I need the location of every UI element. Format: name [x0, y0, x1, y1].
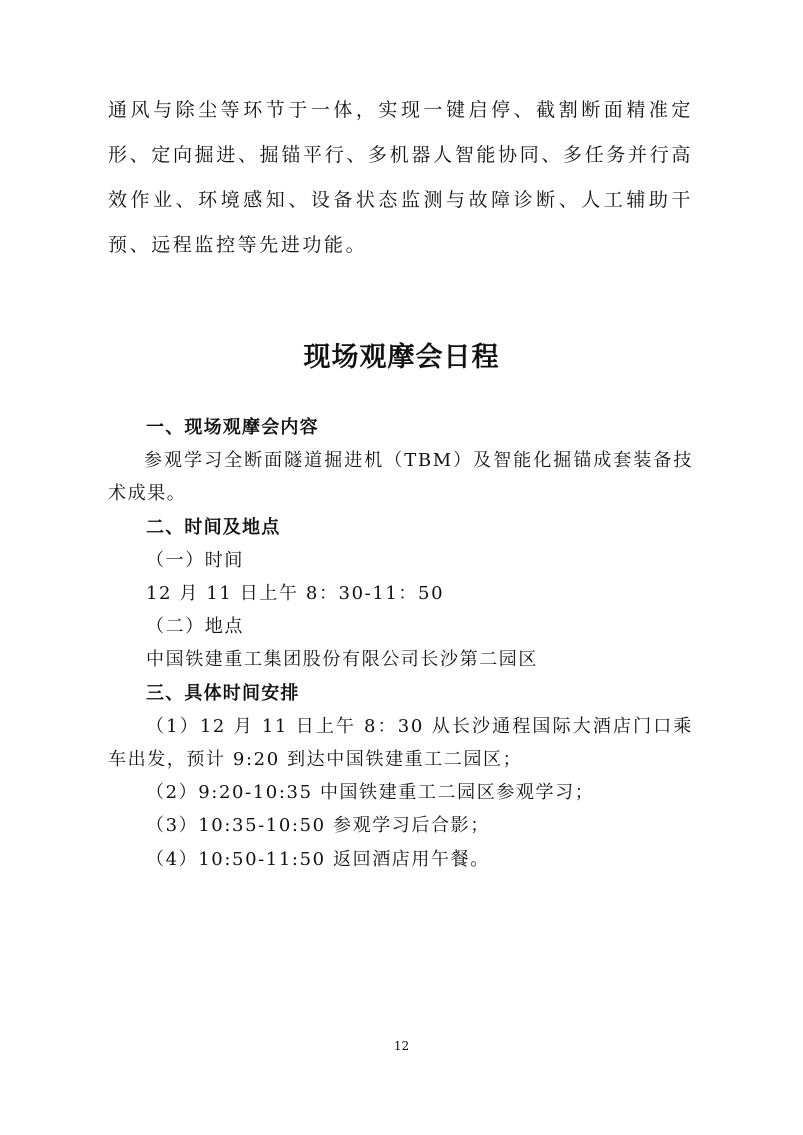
time-value: 12 月 11 日上午 8：30-11：50	[146, 583, 445, 605]
content-paragraph: 参观学习全断面隧道掘进机（TBM）及智能化掘锚成套装备技术成果。	[108, 450, 693, 505]
schedule-item-4: （4）10:50-11:50 返回酒店用午餐。	[146, 848, 490, 870]
section-heading-time-place: 二、时间及地点	[146, 516, 281, 538]
intro-section	[108, 88, 693, 268]
schedule-item-3: （3）10:35-10:50 参观学习后合影；	[146, 815, 490, 837]
place-value: 中国铁建重工集团股份有限公司长沙第二园区	[146, 649, 538, 671]
place-label: （二）地点	[146, 616, 244, 638]
section-heading-content: 一、现场观摩会内容	[146, 417, 319, 438]
schedule-body	[108, 411, 693, 876]
section-heading-schedule: 三、具体时间安排	[146, 682, 300, 704]
page-number: 12	[393, 1039, 410, 1053]
schedule-title: 现场观摩会日程	[303, 342, 500, 373]
schedule-item-1: （1）12 月 11 日上午 8：30 从长沙通程国际大酒店门口乘车出发，预计 9:20 到达中国铁建重工二园区；	[108, 715, 693, 771]
time-label: （一）时间	[146, 549, 244, 571]
schedule-item-2: （2）9:20-10:35 中国铁建重工二园区参观学习；	[146, 782, 595, 804]
intro-paragraph: 通风与除尘等环节于一体，实现一键启停、截割断面精准定形、定向掘进、掘锚平行、多机器人智能协同、多任务并行高效作业、环境感知、设备状态监测与故障诊断、人工辅助干预、远程监控等先进功能。	[108, 99, 693, 256]
